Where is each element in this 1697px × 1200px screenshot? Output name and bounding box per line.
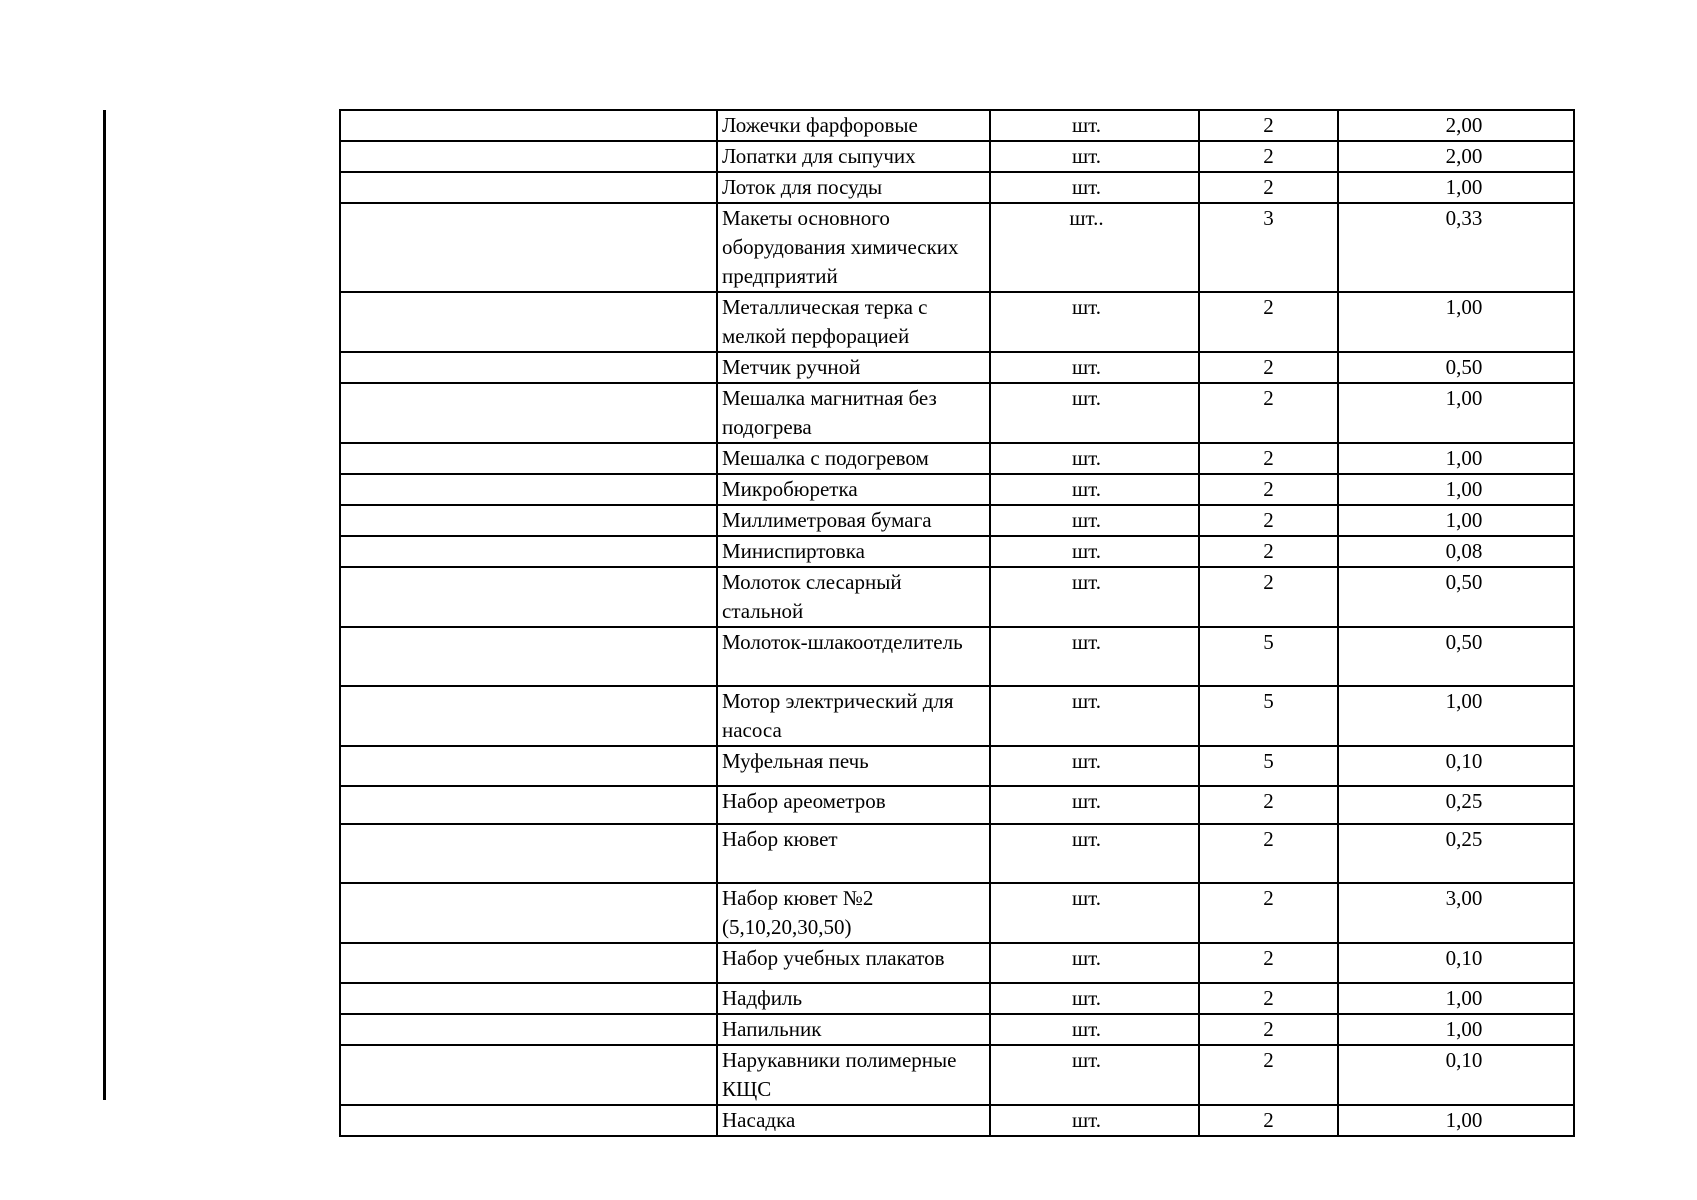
unit-cell: шт.: [990, 383, 1199, 443]
item-name-cell: Напильник: [717, 1014, 990, 1045]
table-row: [340, 627, 1574, 686]
quantity-cell: 2: [1199, 443, 1338, 474]
item-name-cell: Миллиметровая бумага: [717, 505, 990, 536]
unit-cell: шт.: [990, 352, 1199, 383]
norm-cell: 1,00: [1338, 292, 1574, 352]
item-name-cell: Макеты основного оборудования химических предприятий: [717, 203, 990, 292]
quantity-cell: 5: [1199, 746, 1338, 786]
table-row: [340, 983, 1574, 1014]
table-row: [340, 1045, 1574, 1105]
norm-cell: 2,00: [1338, 141, 1574, 172]
norm-cell: 0,33: [1338, 203, 1574, 292]
norm-cell: 0,10: [1338, 1045, 1574, 1105]
equipment-table: [339, 109, 1575, 1137]
item-name-cell: Ложечки фарфоровые: [717, 110, 990, 141]
unit-cell: шт.: [990, 1045, 1199, 1105]
unit-cell: шт.: [990, 686, 1199, 746]
norm-cell: 1,00: [1338, 474, 1574, 505]
quantity-cell: 5: [1199, 627, 1338, 686]
item-name-cell: Микробюретка: [717, 474, 990, 505]
item-name-cell: Насадка: [717, 1105, 990, 1136]
unit-cell: шт.: [990, 172, 1199, 203]
unit-cell: шт.: [990, 824, 1199, 883]
item-name-cell: Мотор электрический для насоса: [717, 686, 990, 746]
table-row: [340, 786, 1574, 824]
quantity-cell: 2: [1199, 352, 1338, 383]
unit-cell: шт.: [990, 567, 1199, 627]
item-name-cell: Нарукавники полимерные КЩС: [717, 1045, 990, 1105]
code-cell: [340, 203, 717, 292]
norm-cell: 0,50: [1338, 627, 1574, 686]
norm-cell: 1,00: [1338, 383, 1574, 443]
quantity-cell: 2: [1199, 1045, 1338, 1105]
norm-cell: 2,00: [1338, 110, 1574, 141]
norm-cell: 1,00: [1338, 686, 1574, 746]
code-cell: [340, 1045, 717, 1105]
code-cell: [340, 883, 717, 943]
item-name-cell: Набор кювет: [717, 824, 990, 883]
unit-cell: шт.: [990, 627, 1199, 686]
item-name-cell: Надфиль: [717, 983, 990, 1014]
quantity-cell: 2: [1199, 292, 1338, 352]
unit-cell: шт..: [990, 203, 1199, 292]
norm-cell: 1,00: [1338, 1105, 1574, 1136]
table-row: [340, 352, 1574, 383]
quantity-cell: 2: [1199, 172, 1338, 203]
norm-cell: 1,00: [1338, 443, 1574, 474]
code-cell: [340, 443, 717, 474]
table-row: [340, 536, 1574, 567]
quantity-cell: 2: [1199, 983, 1338, 1014]
unit-cell: шт.: [990, 1105, 1199, 1136]
norm-cell: 0,10: [1338, 746, 1574, 786]
quantity-cell: 2: [1199, 786, 1338, 824]
code-cell: [340, 536, 717, 567]
code-cell: [340, 686, 717, 746]
table-row: [340, 110, 1574, 141]
norm-cell: 0,25: [1338, 786, 1574, 824]
quantity-cell: 2: [1199, 943, 1338, 983]
table-row: [340, 141, 1574, 172]
norm-cell: 0,10: [1338, 943, 1574, 983]
code-cell: [340, 474, 717, 505]
item-name-cell: Набор учебных плакатов: [717, 943, 990, 983]
table-row: [340, 505, 1574, 536]
unit-cell: шт.: [990, 110, 1199, 141]
norm-cell: 1,00: [1338, 505, 1574, 536]
table-row: [340, 746, 1574, 786]
code-cell: [340, 505, 717, 536]
table-row: [340, 824, 1574, 883]
norm-cell: 0,50: [1338, 352, 1574, 383]
table-row: [340, 474, 1574, 505]
item-name-cell: Молоток-шлакоотделитель: [717, 627, 990, 686]
item-name-cell: Набор кювет №2 (5,10,20,30,50): [717, 883, 990, 943]
quantity-cell: 2: [1199, 536, 1338, 567]
unit-cell: шт.: [990, 746, 1199, 786]
quantity-cell: 2: [1199, 383, 1338, 443]
item-name-cell: Лопатки для сыпучих: [717, 141, 990, 172]
code-cell: [340, 943, 717, 983]
unit-cell: шт.: [990, 983, 1199, 1014]
quantity-cell: 2: [1199, 824, 1338, 883]
item-name-cell: Мешалка с подогревом: [717, 443, 990, 474]
item-name-cell: Набор ареометров: [717, 786, 990, 824]
norm-cell: 3,00: [1338, 883, 1574, 943]
norm-cell: 1,00: [1338, 983, 1574, 1014]
quantity-cell: 2: [1199, 141, 1338, 172]
item-name-cell: Метчик ручной: [717, 352, 990, 383]
code-cell: [340, 352, 717, 383]
quantity-cell: 2: [1199, 567, 1338, 627]
table-row: [340, 567, 1574, 627]
code-cell: [340, 383, 717, 443]
quantity-cell: 2: [1199, 1014, 1338, 1045]
table-row: [340, 292, 1574, 352]
code-cell: [340, 627, 717, 686]
unit-cell: шт.: [990, 141, 1199, 172]
item-name-cell: Лоток для посуды: [717, 172, 990, 203]
item-name-cell: Муфельная печь: [717, 746, 990, 786]
code-cell: [340, 1105, 717, 1136]
unit-cell: шт.: [990, 292, 1199, 352]
norm-cell: 1,00: [1338, 172, 1574, 203]
item-name-cell: Миниспиртовка: [717, 536, 990, 567]
code-cell: [340, 172, 717, 203]
table-row: [340, 443, 1574, 474]
table-row: [340, 1105, 1574, 1136]
code-cell: [340, 1014, 717, 1045]
quantity-cell: 2: [1199, 474, 1338, 505]
item-name-cell: Мешалка магнитная без подогрева: [717, 383, 990, 443]
table-row: [340, 883, 1574, 943]
code-cell: [340, 110, 717, 141]
code-cell: [340, 567, 717, 627]
unit-cell: шт.: [990, 786, 1199, 824]
table-row: [340, 203, 1574, 292]
norm-cell: 0,08: [1338, 536, 1574, 567]
quantity-cell: 2: [1199, 883, 1338, 943]
table-row: [340, 383, 1574, 443]
unit-cell: шт.: [990, 443, 1199, 474]
table-row: [340, 172, 1574, 203]
norm-cell: 1,00: [1338, 1014, 1574, 1045]
code-cell: [340, 141, 717, 172]
quantity-cell: 2: [1199, 110, 1338, 141]
unit-cell: шт.: [990, 474, 1199, 505]
unit-cell: шт.: [990, 883, 1199, 943]
table-row: [340, 1014, 1574, 1045]
left-margin-rule: [103, 110, 106, 1100]
unit-cell: шт.: [990, 505, 1199, 536]
code-cell: [340, 983, 717, 1014]
quantity-cell: 2: [1199, 1105, 1338, 1136]
code-cell: [340, 786, 717, 824]
norm-cell: 0,50: [1338, 567, 1574, 627]
table-row: [340, 686, 1574, 746]
table-body: [340, 110, 1574, 1136]
quantity-cell: 3: [1199, 203, 1338, 292]
unit-cell: шт.: [990, 536, 1199, 567]
code-cell: [340, 746, 717, 786]
item-name-cell: Молоток слесарный стальной: [717, 567, 990, 627]
unit-cell: шт.: [990, 943, 1199, 983]
unit-cell: шт.: [990, 1014, 1199, 1045]
table-row: [340, 943, 1574, 983]
code-cell: [340, 292, 717, 352]
item-name-cell: Металлическая терка с мелкой перфорацией: [717, 292, 990, 352]
quantity-cell: 5: [1199, 686, 1338, 746]
quantity-cell: 2: [1199, 505, 1338, 536]
code-cell: [340, 824, 717, 883]
norm-cell: 0,25: [1338, 824, 1574, 883]
